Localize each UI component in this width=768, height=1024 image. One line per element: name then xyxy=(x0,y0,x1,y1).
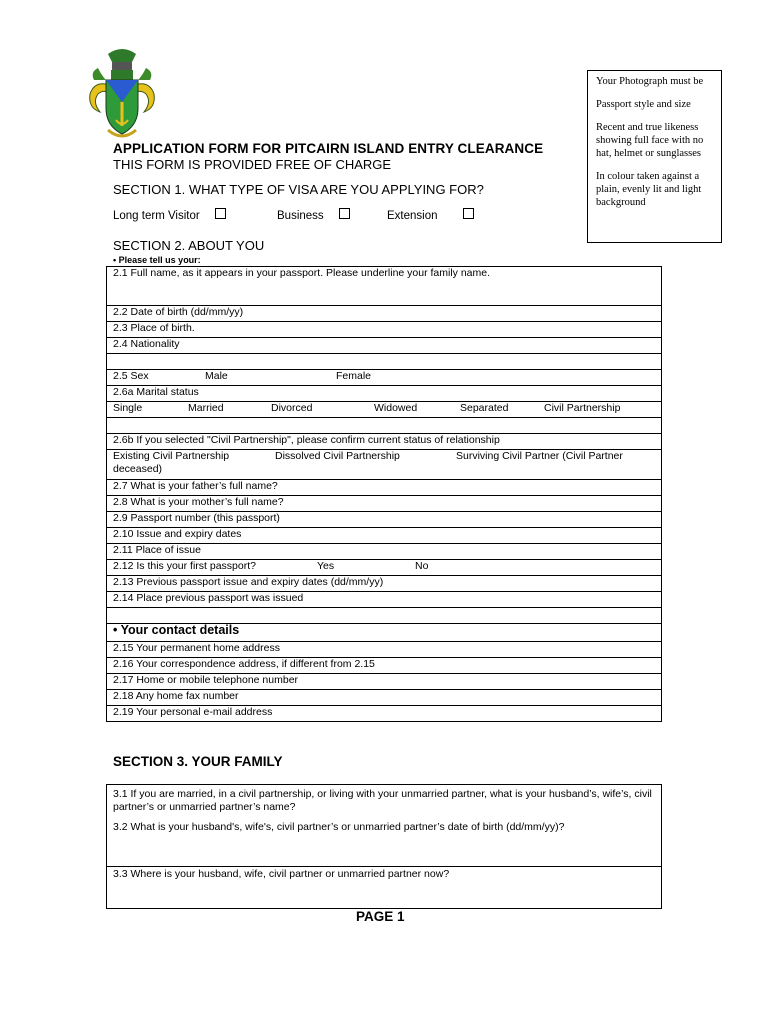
telephone-field[interactable] xyxy=(107,674,662,690)
contact-details-heading: • Your contact details xyxy=(113,623,240,637)
marital-option[interactable]: Married xyxy=(188,402,224,414)
pitcairn-coat-of-arms-icon xyxy=(84,46,160,142)
please-tell-us-prompt: • Please tell us your: xyxy=(113,255,201,265)
photo-instruction-line: Recent and true likeness showing full face with no hat, helmet or sunglasses xyxy=(596,122,704,159)
question-label: 2.14 Place previous passport was issued xyxy=(113,592,304,604)
question-label: 2.19 Your personal e-mail address xyxy=(113,706,273,718)
place-of-birth-field[interactable] xyxy=(107,322,662,338)
place-of-issue-field[interactable] xyxy=(107,544,662,560)
civil-partnership-status-heading-row xyxy=(107,434,662,450)
sex-field[interactable] xyxy=(107,370,662,386)
question-label: 2.17 Home or mobile telephone number xyxy=(113,674,299,686)
partner-location-field[interactable] xyxy=(107,867,662,909)
full-name-field[interactable] xyxy=(107,267,662,306)
civil-partnership-options-row[interactable] xyxy=(107,450,662,480)
photo-instruction-line: Your Photograph must be xyxy=(596,76,704,87)
question-label: 2.4 Nationality xyxy=(113,338,180,350)
partner-name-and-dob-field[interactable] xyxy=(107,785,662,867)
blank-row[interactable] xyxy=(107,354,662,370)
sex-option-female[interactable]: Female xyxy=(336,370,372,382)
business-checkbox[interactable] xyxy=(339,208,350,219)
blank-row[interactable] xyxy=(107,608,662,624)
previous-passport-place-field[interactable] xyxy=(107,592,662,608)
marital-option[interactable]: Civil Partnership xyxy=(544,402,621,414)
section1-heading: SECTION 1. WHAT TYPE OF VISA ARE YOU APPLYING FOR? xyxy=(113,182,484,197)
email-field[interactable] xyxy=(107,706,662,722)
home-address-field[interactable] xyxy=(107,642,662,658)
question-label: 2.6b If you selected "Civil Partnership", please confirm current status of relationship xyxy=(113,434,500,446)
question-label: 2.16 Your correspondence address, if different from 2.15 xyxy=(113,658,375,670)
previous-passport-dates-field[interactable] xyxy=(107,576,662,592)
extension-checkbox[interactable] xyxy=(463,208,474,219)
question-label: 2.5 Sex xyxy=(113,370,149,382)
page-number: PAGE 1 xyxy=(356,909,405,924)
marital-option[interactable]: Single xyxy=(113,402,143,414)
question-label: 3.3 Where is your husband, wife, civil partner or unmarried partner now? xyxy=(113,868,450,880)
question-label: 3.2 What is your husband's, wife's, civil partner’s or unmarried partner’s date of birth (dd/mm/yy)? xyxy=(113,821,565,833)
marital-status-options-row[interactable] xyxy=(107,402,662,418)
section2-form-table xyxy=(106,266,662,722)
date-of-birth-field[interactable] xyxy=(107,306,662,322)
question-label: 2.7 What is your father’s full name? xyxy=(113,480,278,492)
visa-option-long-term-label: Long term Visitor xyxy=(113,210,200,222)
question-label: 2.1 Full name, as it appears in your passport. Please underline your family name. xyxy=(113,267,491,279)
question-label: 2.2 Date of birth (dd/mm/yy) xyxy=(113,306,244,318)
long-term-visitor-checkbox[interactable] xyxy=(215,208,226,219)
fax-field[interactable] xyxy=(107,690,662,706)
blank-row[interactable] xyxy=(107,418,662,434)
question-label: 2.6a Marital status xyxy=(113,386,199,398)
sex-option-male[interactable]: Male xyxy=(205,370,228,382)
mother-name-field[interactable] xyxy=(107,496,662,512)
photo-instruction-line: Passport style and size xyxy=(596,99,691,110)
photograph-instructions-box xyxy=(587,70,722,243)
correspondence-address-field[interactable] xyxy=(107,658,662,674)
passport-number-field[interactable] xyxy=(107,512,662,528)
marital-option[interactable]: Separated xyxy=(460,402,509,414)
cp-option[interactable]: Dissolved Civil Partnership xyxy=(275,450,400,462)
first-passport-yes-option[interactable]: Yes xyxy=(317,560,335,572)
question-label: 2.15 Your permanent home address xyxy=(113,642,280,654)
section2-heading: SECTION 2. ABOUT YOU xyxy=(113,238,265,253)
contact-details-heading-row xyxy=(107,624,662,642)
question-label: 2.18 Any home fax number xyxy=(113,690,239,702)
cp-option[interactable]: Existing Civil Partnership xyxy=(113,450,230,462)
issue-expiry-dates-field[interactable] xyxy=(107,528,662,544)
question-label: 2.10 Issue and expiry dates xyxy=(113,528,242,540)
father-name-field[interactable] xyxy=(107,480,662,496)
question-label: 2.12 Is this your first passport? xyxy=(113,560,256,572)
form-subtitle: THIS FORM IS PROVIDED FREE OF CHARGE xyxy=(113,157,392,172)
section3-form-table xyxy=(106,784,662,909)
photo-instruction-line: In colour taken against a plain, evenly lit and light background xyxy=(596,171,702,208)
form-title: APPLICATION FORM FOR PITCAIRN ISLAND ENTRY CLEARANCE xyxy=(113,141,544,156)
marital-option[interactable]: Divorced xyxy=(271,402,313,414)
section3-heading: SECTION 3. YOUR FAMILY xyxy=(113,754,283,769)
question-label: 2.13 Previous passport issue and expiry dates (dd/mm/yy) xyxy=(113,576,384,588)
cp-option[interactable]: Surviving Civil Partner (Civil Partner deceased) xyxy=(113,450,623,475)
question-label: 3.1 If you are married, in a civil partnership, or living with your unmarried partner, what is your husband’s, wife’s, civil partner’s or unmarried partner’s name? xyxy=(113,788,652,813)
marital-option[interactable]: Widowed xyxy=(374,402,418,414)
nationality-field[interactable] xyxy=(107,338,662,354)
first-passport-field[interactable] xyxy=(107,560,662,576)
marital-status-heading-row xyxy=(107,386,662,402)
question-label: 2.8 What is your mother’s full name? xyxy=(113,496,284,508)
first-passport-no-option[interactable]: No xyxy=(415,560,429,572)
question-label: 2.11 Place of issue xyxy=(113,544,201,556)
visa-option-extension-label: Extension xyxy=(387,210,438,222)
question-label: 2.3 Place of birth. xyxy=(113,322,195,334)
visa-option-business-label: Business xyxy=(277,210,324,222)
question-label: 2.9 Passport number (this passport) xyxy=(113,512,280,524)
